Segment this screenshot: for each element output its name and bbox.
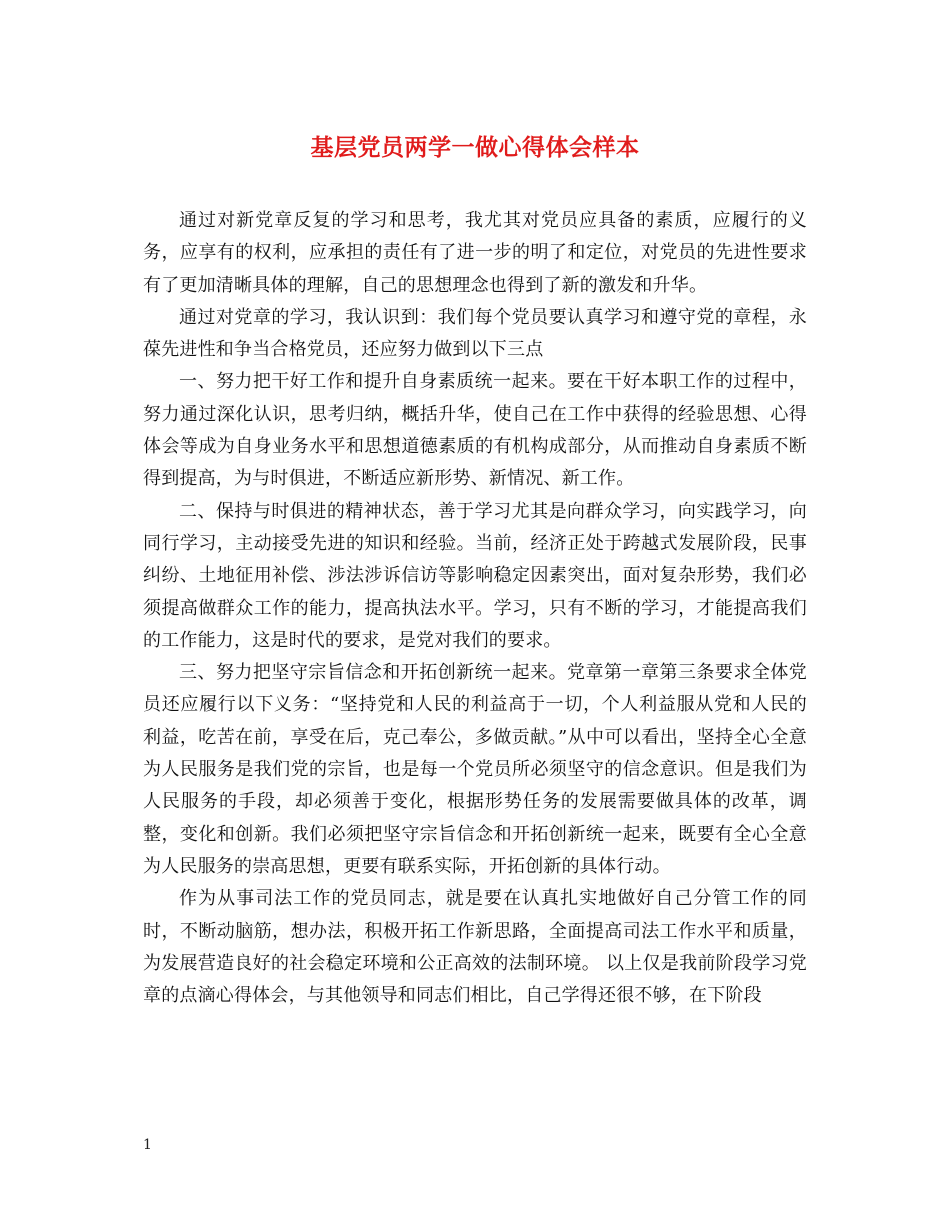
- paragraph-5: 三、努力把坚守宗旨信念和开拓创新统一起来。党章第一章第三条要求全体党员还应履行以下义务：“坚持党和人民的利益高于一切，个人利益服从党和人民的利益，吃苦在前，享受在后，克己奉公，多做贡献。”从中可以看出，坚持全心全意为人民服务是我们党的宗旨，也是每一个党员所必须坚守的信念意识。但是我们为人民服务的手段，却必须善于变化，根据形势任务的发展需要做具体的改革，调整，变化和创新。我们必须把坚守宗旨信念和开拓创新统一起来，既要有全心全意为人民服务的崇高思想，更要有联系实际，开拓创新的具体行动。: [143, 662, 807, 877]
- paragraph-6: 作为从事司法工作的党员同志，就是要在认真扎实地做好自己分管工作的同时，不断动脑筋，想办法，积极开拓工作新思路，全面提高司法工作水平和质量，为发展营造良好的社会稳定环境和公正高效的法制环境。 以上仅是我前阶段学习党章的点滴心得体会，与其他领导和同志们相比，自己学得还很不够，在下阶段: [143, 888, 807, 1007]
- paragraph-3: 一、努力把干好工作和提升自身素质统一起来。要在干好本职工作的过程中，努力通过深化认识，思考归纳，概括升华，使自己在工作中获得的经验思想、心得体会等成为自身业务水平和思想道德素质的有机构成部分，从而推动自身素质不断得到提高，为与时俱进，不断适应新形势、新情况、新工作。: [143, 371, 807, 490]
- paragraph-4: 二、保持与时俱进的精神状态，善于学习尤其是向群众学习，向实践学习，向同行学习，主动接受先进的知识和经验。当前，经济正处于跨越式发展阶段，民事纠纷、土地征用补偿、涉法涉诉信访等影响稳定因素突出，面对复杂形势，我们必须提高做群众工作的能力，提高执法水平。学习，只有不断的学习，才能提高我们的工作能力，这是时代的要求，是党对我们的要求。: [143, 500, 807, 651]
- page-number: 1: [143, 1137, 152, 1153]
- paragraph-1: 通过对新党章反复的学习和思考，我尤其对党员应具备的素质，应履行的义务，应享有的权利，应承担的责任有了进一步的明了和定位，对党员的先进性要求有了更加清晰具体的理解，自己的思想理念也得到了新的激发和升华。: [143, 210, 807, 296]
- document-title: 基层党员两学一做心得体会样本: [310, 134, 640, 161]
- paragraph-2: 通过对党章的学习，我认识到：我们每个党员要认真学习和遵守党的章程，永葆先进性和争当合格党员，还应努力做到以下三点: [143, 306, 807, 361]
- document-body: [143, 205, 807, 1012]
